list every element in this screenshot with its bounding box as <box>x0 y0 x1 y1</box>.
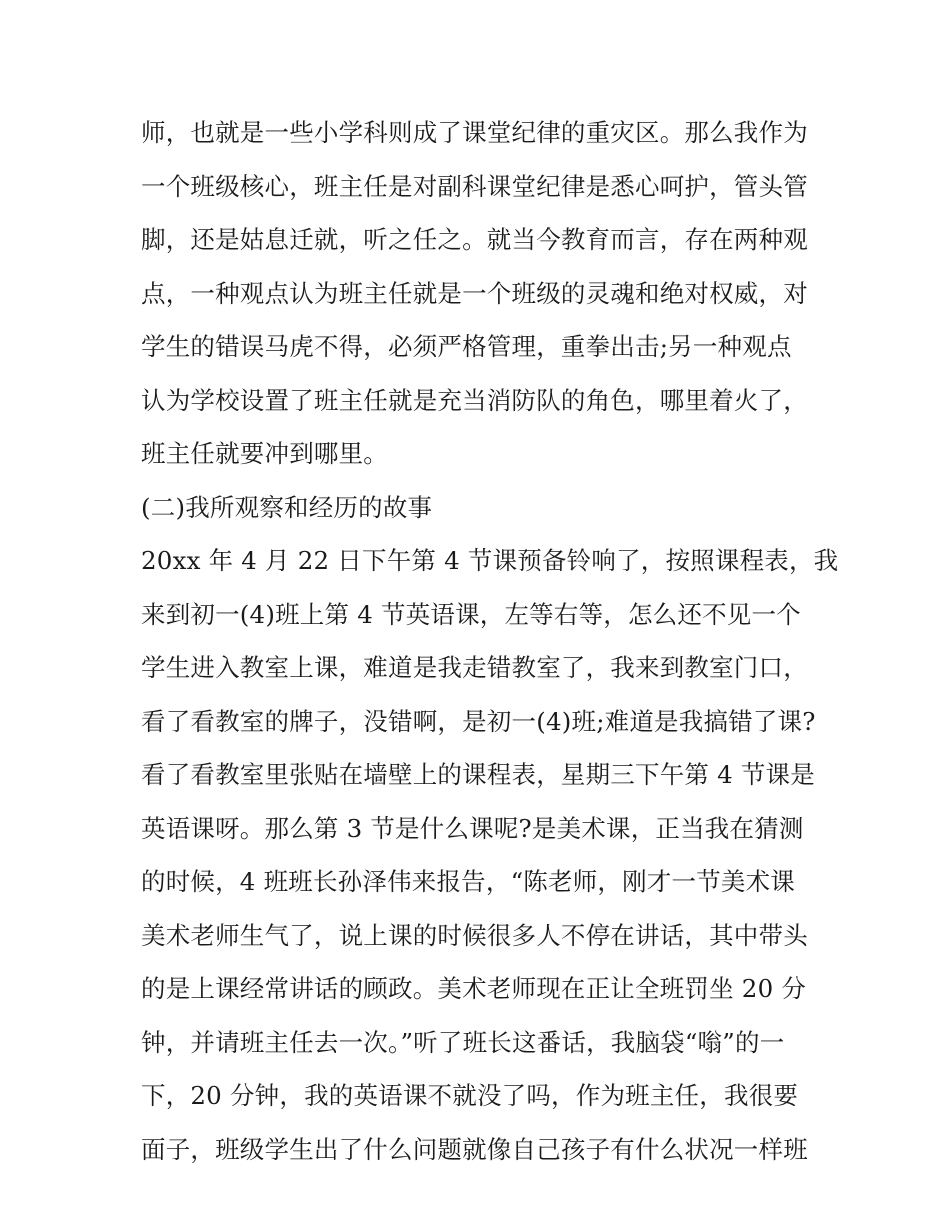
text-line: 看了看教室里张贴在墙壁上的课程表，星期三下午第 4 节课是 <box>141 760 815 789</box>
text-line: 学生进入教室上课，难道是我走错教室了，我来到教室门口， <box>141 653 808 682</box>
text-line: 面子，班级学生出了什么问题就像自己孩子有什么状况一样班 <box>141 1134 808 1164</box>
text-line: 钟，并请班主任去一次。”听了班长这番话，我脑袋“嗡”的一 <box>141 1027 785 1057</box>
text-line: 20xx 年 4 月 22 日下午第 4 节课预备铃响了，按照课程表，我 <box>141 546 839 575</box>
text-line: 英语课呀。那么第 3 节是什么课呢?是美术课，正当我在猜测 <box>141 813 804 843</box>
text-line: 来到初一(4)班上第 4 节英语课，左等右等，怎么还不见一个 <box>141 599 801 629</box>
text-line: 的时候，4 班班长孙泽伟来报告，“陈老师，刚才一节美术课 <box>141 867 795 896</box>
text-line: 师，也就是一些小学科则成了课堂纪律的重灾区。那么我作为 <box>141 118 808 147</box>
text-line: 班主任就要冲到哪里。 <box>141 439 388 468</box>
text-line: 的是上课经常讲话的顾政。美术老师现在正让全班罚坐 20 分 <box>141 974 807 1003</box>
document-body <box>141 106 839 1176</box>
text-line: 点，一种观点认为班主任就是一个班级的灵魂和绝对权威，对 <box>141 278 808 308</box>
text-line: 学生的错误马虎不得，必须严格管理，重拳出击;另一种观点 <box>141 332 792 361</box>
text-line: 认为学校设置了班主任就是充当消防队的角色，哪里着火了， <box>141 385 808 415</box>
text-line: 一个班级核心，班主任是对副科课堂纪律是悉心呵护，管头管 <box>141 171 808 201</box>
section-heading: (二)我所观察和经历的故事 <box>141 492 433 522</box>
text-line: 脚，还是姑息迁就，听之任之。就当今教育而言，存在两种观 <box>141 225 808 254</box>
text-line: 美术老师生气了，说上课的时候很多人不停在讲话，其中带头 <box>141 920 808 950</box>
text-line: 看了看教室的牌子，没错啊，是初一(4)班;难道是我搞错了课? <box>141 706 816 736</box>
text-line: 下，20 分钟，我的英语课不就没了吗，作为班主任，我很要 <box>141 1081 799 1110</box>
